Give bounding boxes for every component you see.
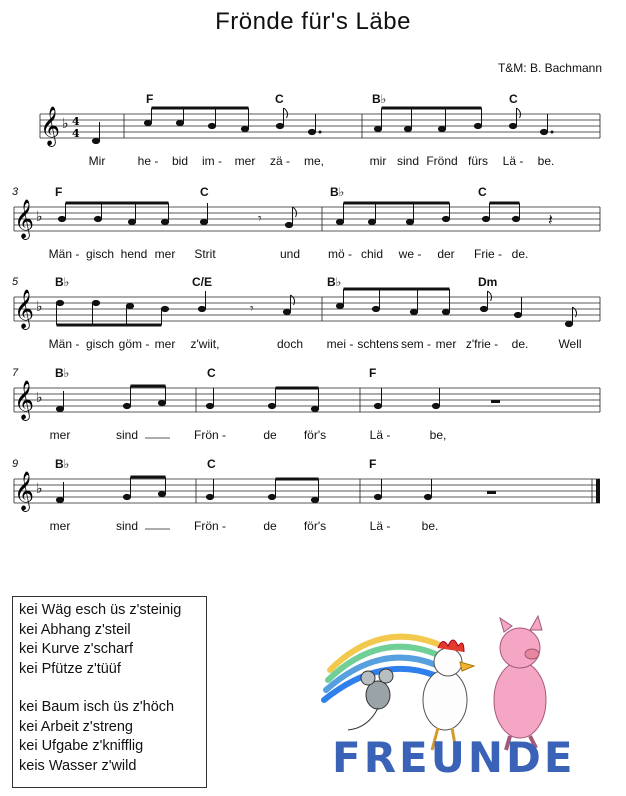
lyric-syllable: mer [154,247,176,261]
lyric-syllable: Frönd [426,154,458,168]
flat-key-signature-icon: ♭ [62,116,69,132]
music-system-1 [0,92,626,182]
lyric-syllable: de. [511,337,529,351]
svg-text:4: 4 [72,115,80,128]
chord-symbol: B♭ [330,185,345,199]
song-title: Frönde für's Läbe [215,8,411,35]
pig-icon [494,616,546,750]
treble-clef-icon: 𝄞 [14,199,35,239]
chord-symbol: F [55,185,63,199]
verse-line: kei Arbeit z'streng [19,718,133,735]
freunde-logo-text: FREUNDE [332,733,576,782]
svg-text:𝄾: 𝄾 [250,300,254,316]
treble-clef-icon: 𝄞 [14,380,35,420]
lyric-syllable: gisch [85,247,115,261]
lyric-syllable: be. [421,519,439,533]
chord-symbol: C [207,366,216,380]
music-system-2 [0,185,626,275]
flat-key-signature-icon: ♭ [36,390,43,406]
chord-symbol: C [275,92,284,106]
lyric-syllable: göm - [118,337,150,351]
lyric-syllable: fürs [467,154,489,168]
lyric-syllable: sem - [401,337,431,351]
chord-symbol: F [146,92,154,106]
lyric-syllable: mer [49,428,71,442]
chord-symbol: C [509,92,518,106]
lyric-syllable: de [263,519,277,533]
lyric-syllable: Män - [48,247,80,261]
lyric-syllable: mö - [328,247,352,261]
lyric-syllable: Frie - [474,247,502,261]
lyric-syllable: der [437,247,455,261]
treble-clef-icon: 𝄞 [14,471,35,511]
verse-lyrics-box [12,596,207,788]
chord-symbol: C/E [192,275,213,289]
lyric-syllable: Frön - [193,519,227,533]
staff-5 [0,457,626,547]
svg-text:𝄽: 𝄽 [548,212,553,229]
flat-key-signature-icon: ♭ [36,481,43,497]
measure-number: 3 [12,186,19,198]
verse-line: kei Pfütze z'tüüf [19,660,121,677]
svg-text:𝄾: 𝄾 [258,210,262,226]
lyric-syllable: und [279,247,301,261]
verse-line: kei Kurve z'scharf [19,641,133,657]
music-system-4 [0,366,626,456]
lyric-syllable: de [263,428,277,442]
staff-3 [0,275,626,365]
lyric-syllable: im - [202,154,222,168]
lyric-syllable: z'frie - [465,337,499,351]
chord-symbol: C [207,457,216,471]
lyric-syllable: Lä - [369,519,391,533]
lyric-syllable: mer [435,337,457,351]
treble-clef-icon: 𝄞 [14,289,35,329]
lyric-syllable: schtens [357,337,399,351]
measure-number: 7 [12,367,19,379]
lyric-syllable: z'wiit, [190,337,220,351]
lyric-syllable: be, [429,428,447,442]
svg-text:4: 4 [72,127,80,140]
lyric-syllable: mir [369,154,387,168]
lyric-syllable: de. [511,247,529,261]
chord-symbol: C [478,185,487,199]
lyric-syllable: Män - [48,337,80,351]
chord-symbol: B♭ [327,275,342,289]
verse-gap [19,679,200,698]
flat-key-signature-icon: ♭ [36,209,43,225]
lyric-syllable: Lä - [369,428,391,442]
lyric-syllable: doch [276,337,304,351]
lyric-syllable: Lä - [502,154,524,168]
lyric-syllable: för's [303,519,327,533]
verse-line: keis Wasser z'wild [19,757,137,774]
verse-line: kei Ufgabe z'knifflig [19,738,144,754]
lyric-syllable: be. [537,154,555,168]
lyric-syllable: sind [396,154,420,168]
lyric-syllable: för's [303,428,327,442]
lyric-syllable: Mir [88,154,106,168]
lyric-syllable: sind [115,428,139,442]
measure-number: 5 [12,276,19,288]
chord-symbol: B♭ [55,366,70,380]
lyric-syllable: he - [137,154,159,168]
lyric-syllable: mei - [326,337,354,351]
lyric-syllable: sind [115,519,139,533]
music-system-3 [0,275,626,365]
music-system-5 [0,457,626,547]
lyric-syllable: we - [398,247,422,261]
chord-symbol: F [369,366,377,380]
lyric-syllable: Well [558,337,582,351]
lyric-syllable: Frön - [193,428,227,442]
verse-line: kei Wäg esch üs z'steinig [19,602,182,618]
lyric-syllable: hend [120,247,148,261]
chord-symbol: C [200,185,209,199]
lyric-syllable: chid [360,247,384,261]
staff-2 [0,185,626,275]
lyric-syllable: gisch [85,337,115,351]
chord-symbol: F [369,457,377,471]
chord-symbol: B♭ [55,457,70,471]
chord-symbol: B♭ [372,92,387,106]
staff-1 [0,92,626,182]
lyric-syllable: bid [171,154,189,168]
staff-4 [0,366,626,456]
measure-number: 9 [12,458,19,470]
treble-clef-icon: 𝄞 [40,106,61,146]
lyric-syllable: mer [49,519,71,533]
chord-symbol: B♭ [55,275,70,289]
verse-line: kei Baum isch üs z'höch [19,699,175,715]
chord-symbol: Dm [478,275,498,289]
lyric-syllable: Strit [194,247,216,261]
composer-credit: T&M: B. Bachmann [497,61,602,75]
lyric-syllable: me, [303,154,325,168]
lyric-syllable: zä - [269,154,291,168]
lyric-syllable: mer [154,337,176,351]
flat-key-signature-icon: ♭ [36,299,43,315]
verse-line: kei Abhang z'steil [19,621,131,638]
lyric-syllable: mer [234,154,256,168]
